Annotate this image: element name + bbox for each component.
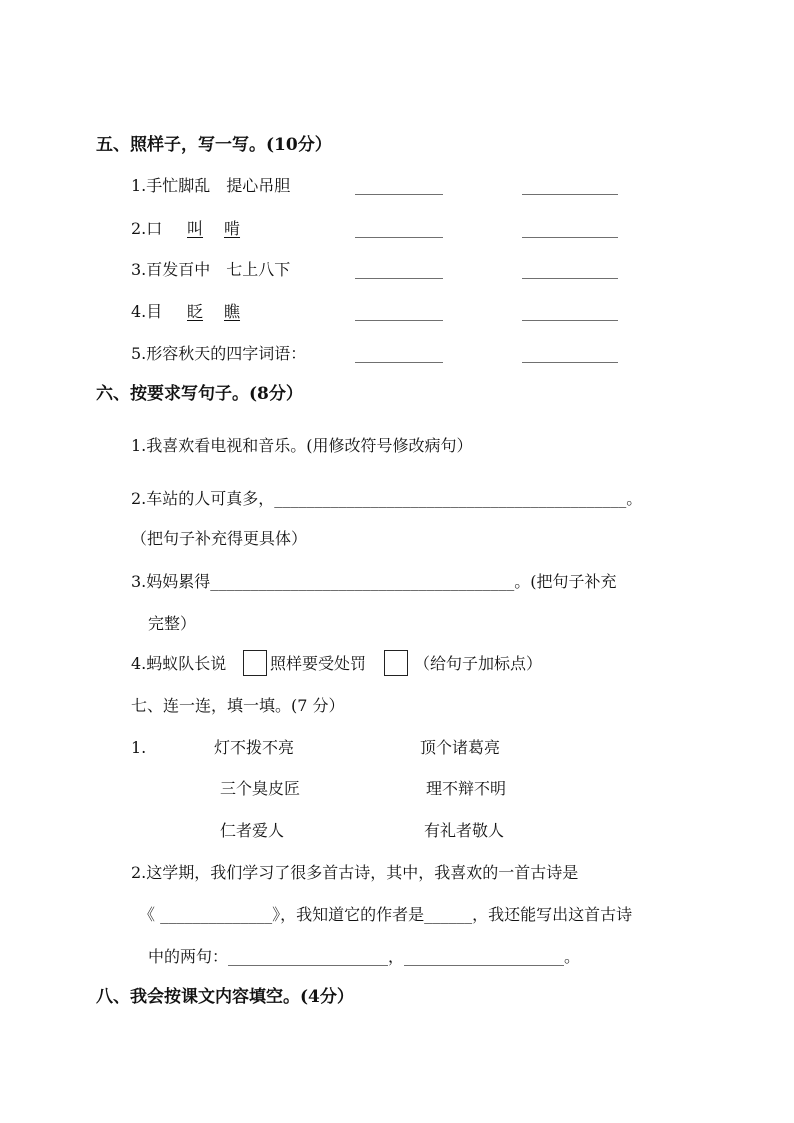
section6-heading: 六、按要求写句子。(8分） (96, 384, 303, 404)
section7-heading: 七、连一连，填一填。(7 分） (131, 696, 345, 715)
s7-left-item-3[interactable]: 仁者爱人 (220, 821, 285, 840)
s5-item1-text: 1.手忙脚乱 提心吊胆 (131, 176, 291, 195)
s7-q1-number: 1. (131, 738, 147, 757)
s5-item4-prefix: 4.目 (131, 302, 163, 321)
s6-q4-part2: 照样要受处罚 (270, 654, 367, 673)
s7-q2-line1: 2.这学期，我们学习了很多首古诗，其中，我喜欢的一首古诗是 (131, 863, 579, 882)
s7-right-item-3[interactable]: 有礼者敬人 (424, 821, 505, 840)
s6-q1: 1.我喜欢看电视和音乐。(用修改符号修改病句） (131, 436, 473, 455)
s5-item2-prefix: 2.口 (131, 219, 163, 238)
s7-right-item-1[interactable]: 顶个诸葛亮 (420, 738, 501, 757)
s6-q2-note: （把句子补充得更具体） (131, 529, 308, 548)
s5-item5-blank1[interactable]: ___________ (355, 344, 443, 363)
s5-item3-text: 3.百发百中 七上八下 (131, 260, 291, 279)
s7-q2-line3: 中的两句：____________________，____________________。 (148, 947, 581, 966)
section8-heading: 八、我会按课文内容填空。(4分） (96, 987, 354, 1007)
s5-item4-word2: 瞧 (224, 302, 241, 321)
s6-q4-part1: 4.蚂蚁队长说 (131, 654, 227, 673)
s5-item3-blank1[interactable]: ___________ (355, 260, 443, 279)
s5-item3-blank2[interactable]: ____________ (522, 260, 618, 279)
s5-item2-blank1[interactable]: ___________ (355, 219, 443, 238)
punctuation-box-2[interactable] (384, 650, 408, 676)
s7-left-item-1[interactable]: 灯不拨不亮 (214, 738, 295, 757)
s5-item5-blank2[interactable]: ____________ (522, 344, 618, 363)
s5-item2-word2: 啃 (224, 219, 241, 238)
s5-item1-blank2[interactable]: ____________ (522, 176, 618, 195)
s5-item2-blank2[interactable]: ____________ (522, 219, 618, 238)
s5-item4-blank2[interactable]: ____________ (522, 302, 618, 321)
s7-q2-line2: 《 ______________》，我知道它的作者是______，我还能写出这首古诗 (139, 905, 633, 924)
s5-item4-word1: 眨 (187, 302, 204, 321)
s5-item1-blank1[interactable]: ___________ (355, 176, 443, 195)
s6-q3: 3.妈妈累得______________________________________。(把句子补充 (131, 572, 617, 591)
s6-q3-continued: 完整） (148, 614, 197, 633)
s6-q2: 2.车站的人可真多，____________________________________________。 (131, 489, 643, 508)
s5-item5-text: 5.形容秋天的四字词语： (131, 344, 307, 363)
s7-right-item-2[interactable]: 理不辩不明 (426, 779, 507, 798)
section5-heading: 五、照样子，写一写。(10分） (96, 135, 332, 155)
s7-left-item-2[interactable]: 三个臭皮匠 (220, 779, 301, 798)
s6-q4-instruction: （给句子加标点） (414, 654, 543, 673)
s5-item2-word1: 叫 (187, 219, 204, 238)
punctuation-box-1[interactable] (243, 650, 267, 676)
s5-item4-blank1[interactable]: ___________ (355, 302, 443, 321)
